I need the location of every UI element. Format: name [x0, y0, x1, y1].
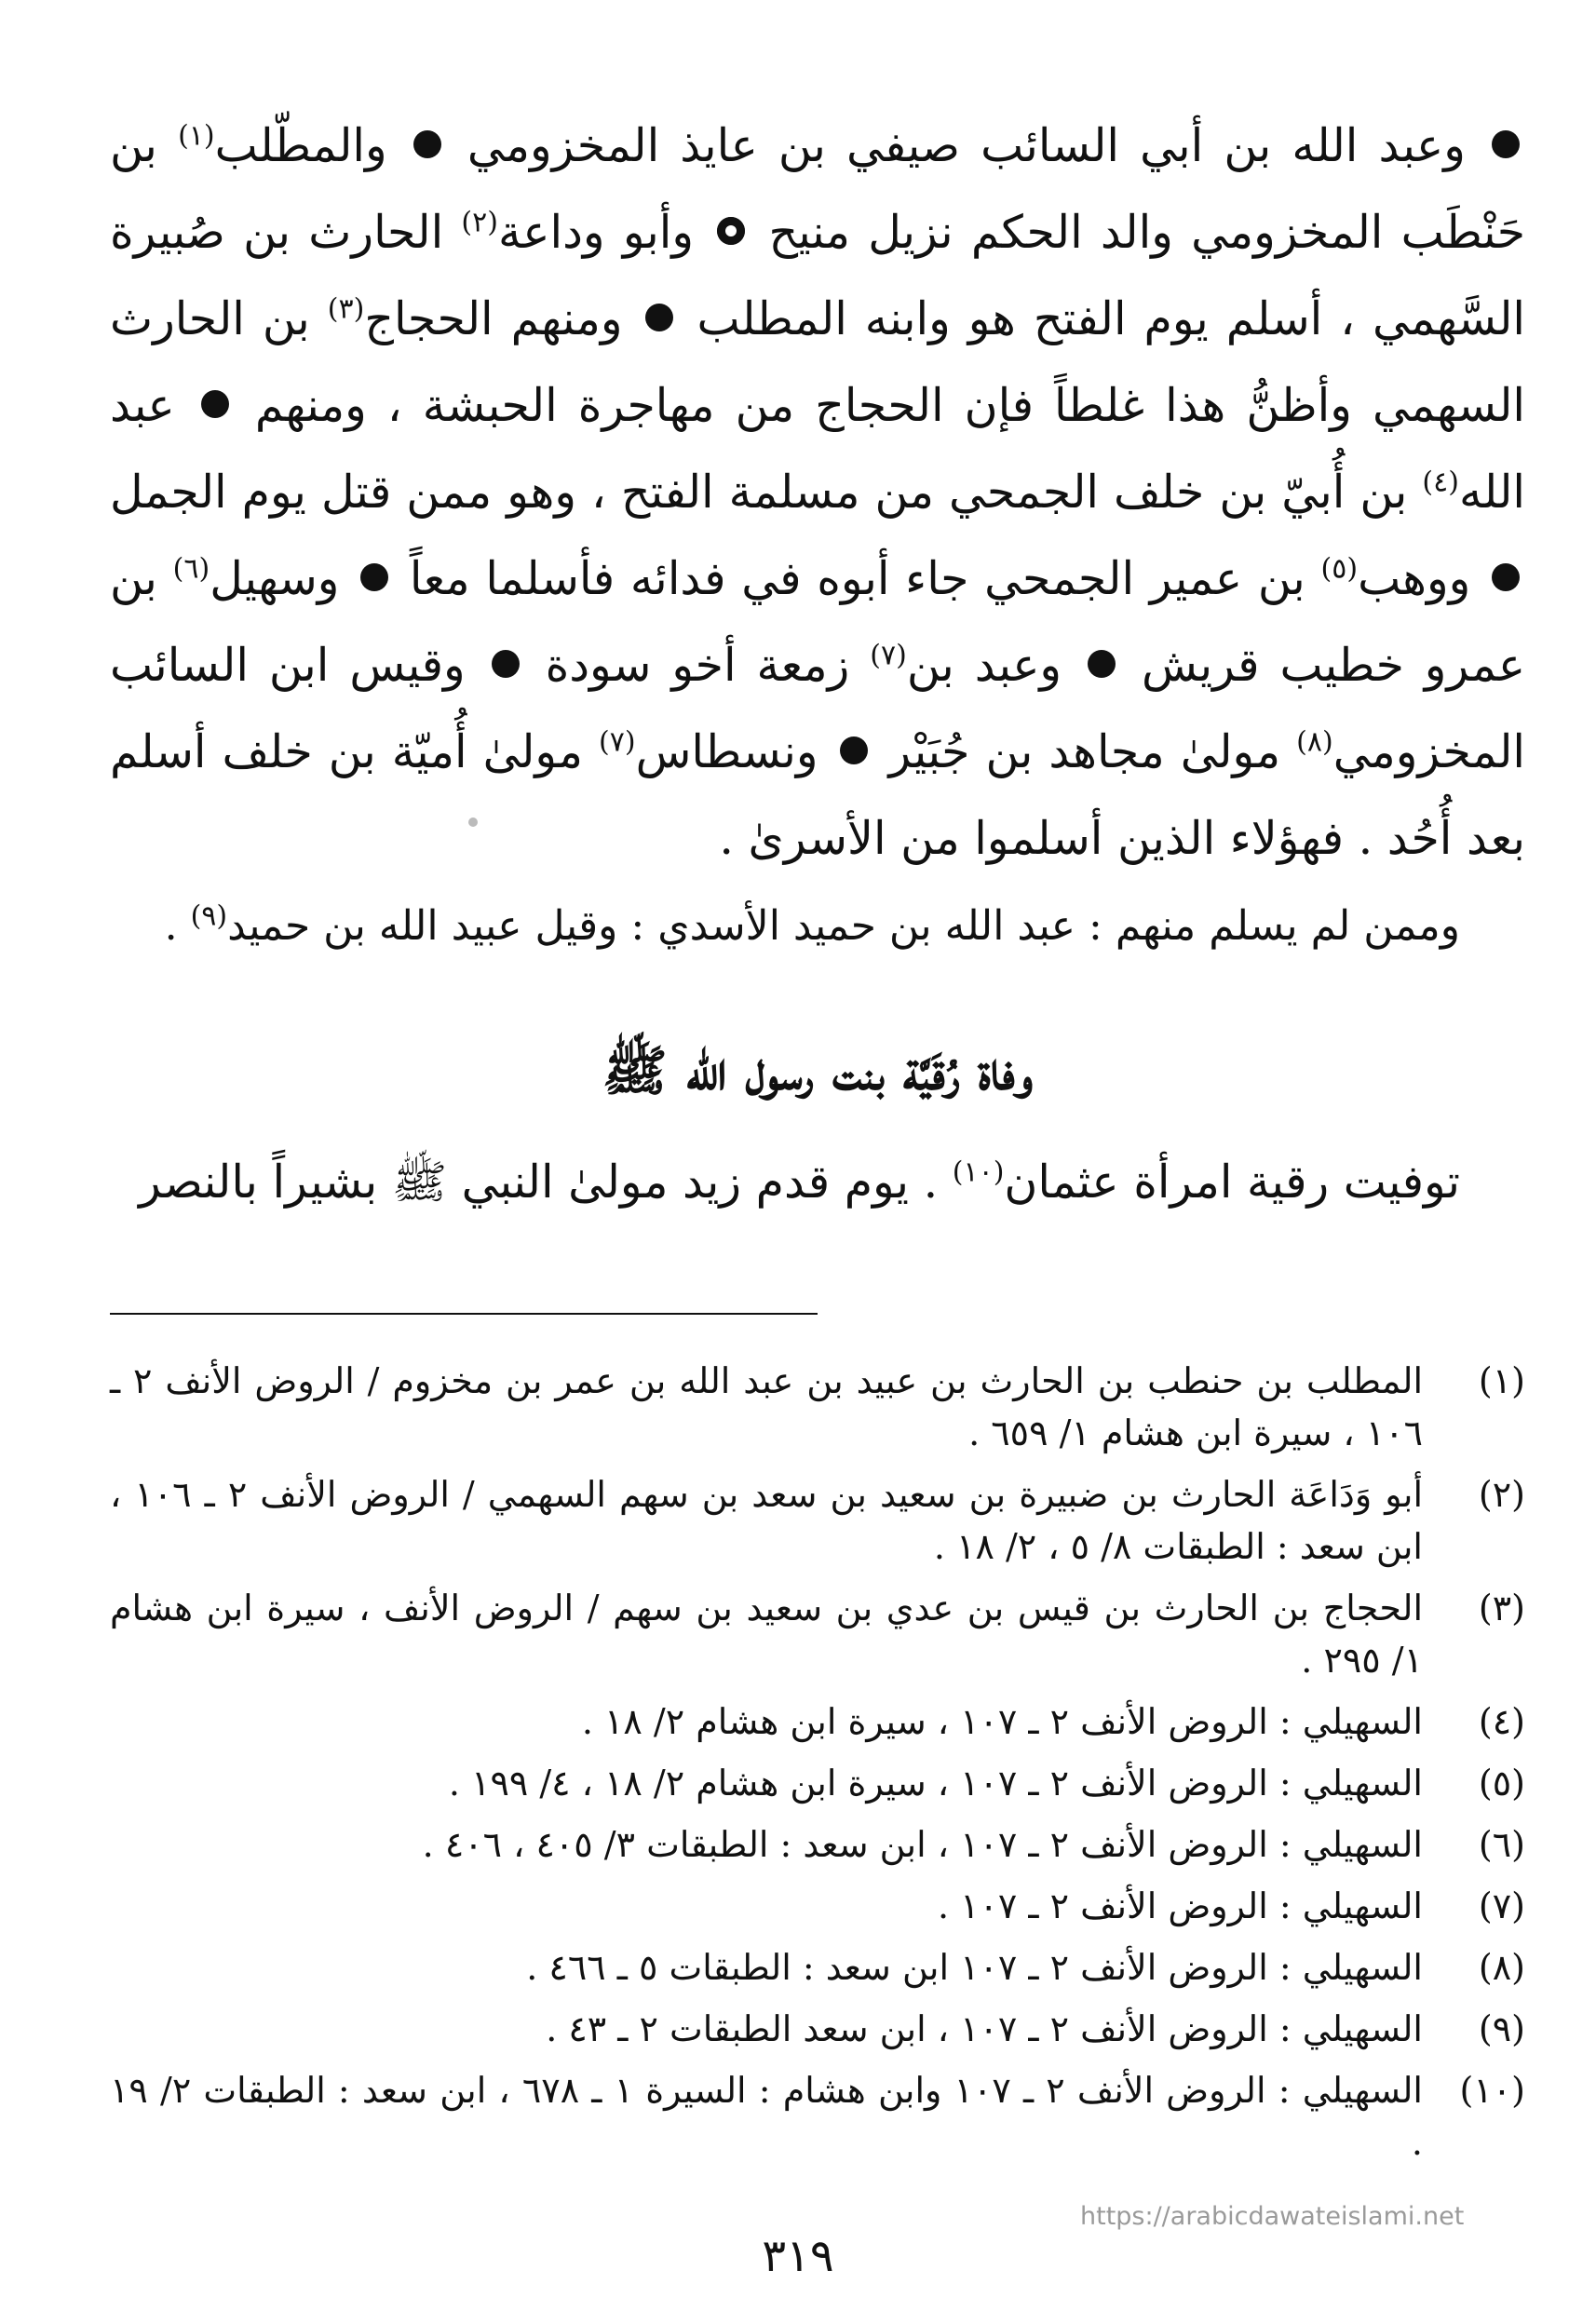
section-intro: توفيت رقية امرأة عثمان$^{(١٠)}$ . يوم قدم زيد مولىٰ النبي ﷺ بشيراً بالنصر	[139, 1155, 1460, 1209]
unconverted-captives-paragraph: وممن لم يسلم منهم : عبد الله بن حميد الأسدي : وقيل عبيد الله بن حميد$^{(٩)}$ .	[164, 899, 1460, 950]
footnote-text: السهيلي : الروض الأنف ٢ ـ ١٠٧ وابن هشام : السيرة ١ ـ ٦٧٨ ، ابن سعد : الطبقات ٢/ ١٩ .	[110, 2070, 1423, 2163]
bullet-icon	[201, 390, 229, 418]
footnote-number: (١٠)	[1459, 2070, 1525, 2111]
footnote-number: (٢)	[1478, 1474, 1525, 1515]
footnote-ref[interactable]: (٢)	[461, 206, 498, 239]
footnote-number: (٣)	[1478, 1588, 1525, 1628]
bullet-icon	[1088, 650, 1116, 678]
footnote-item	[110, 1880, 1525, 1932]
section-heading: وفاة رُقَيَّة بنت رسول الله ﷺ	[602, 1039, 1034, 1102]
footnote-ref[interactable]: (١)	[178, 119, 215, 153]
footnote-ref[interactable]: (٧)	[599, 725, 636, 759]
footnote-item	[110, 1757, 1525, 1809]
footnote-item	[110, 2003, 1525, 2055]
footnote-text: السهيلي : الروض الأنف ٢ ـ ١٠٧ ، ابن سعد : الطبقات ٣/ ٤٠٥ ، ٤٠٦ .	[422, 1824, 1423, 1865]
scan-speck	[468, 817, 478, 827]
footnote-ref[interactable]: (٧)	[870, 639, 907, 672]
footnote-number: (١)	[1478, 1360, 1525, 1401]
footnote-text: السهيلي : الروض الأنف ٢ ـ ١٠٧ ، سيرة ابن هشام ٢/ ١٨ .	[581, 1701, 1423, 1742]
footnote-item	[110, 1818, 1525, 1871]
footnote-ref[interactable]: (٥)	[1320, 552, 1359, 586]
footnote-text: السهيلي : الروض الأنف ٢ ـ ١٠٧ ابن سعد : الطبقات ٥ ـ ٤٦٦ .	[526, 1947, 1423, 1988]
bullet-icon	[492, 650, 520, 678]
page	[110, 102, 1525, 2272]
footnote-item	[110, 1468, 1525, 1573]
bullet-icon	[413, 130, 441, 158]
footnote-item	[110, 1696, 1525, 1748]
footnote-number: (٦)	[1478, 1824, 1525, 1865]
bullet-icon	[840, 736, 868, 764]
footnote-number: (٤)	[1478, 1701, 1525, 1742]
footnote-text: الحجاج بن الحارث بن قيس بن عدي بن سعيد بن سهم / الروض الأنف ، سيرة ابن هشام ١/ ٢٩٥ .	[110, 1588, 1423, 1681]
bullet-icon	[360, 563, 388, 591]
watermark-url: https://arabicdawateislami.net	[1080, 2202, 1465, 2231]
footnote-ref[interactable]: (٨)	[1296, 725, 1333, 759]
footnote-ref[interactable]: (٤)	[1422, 466, 1459, 499]
footnote-item	[110, 2064, 1525, 2169]
footnote-item	[110, 1941, 1525, 1993]
footnote-ref[interactable]: (٣)	[327, 292, 365, 326]
footnote-text: السهيلي : الروض الأنف ٢ ـ ١٠٧ ، ابن سعد الطبقات ٢ ـ ٤٣ .	[546, 2008, 1423, 2049]
bullet-icon	[645, 304, 673, 331]
bullet-icon	[717, 217, 745, 245]
footnote-text: أبو وَدَاعَة الحارث بن ضبيرة بن سعيد بن سعد بن سهم السهمي / الروض الأنف ٢ ـ ١٠٦ ، ابن سعد : الطبقات ٨/ ٥ ، ٢/ ١٨ .	[110, 1474, 1424, 1567]
footnote-number: (٨)	[1478, 1947, 1525, 1988]
footnote-text: المطلب بن حنطب بن الحارث بن عبيد بن عبد الله بن عمر بن مخزوم / الروض الأنف ٢ ـ ١٠٦ ، سيرة ابن هشام ١/ ٦٥٩ .	[110, 1360, 1423, 1453]
footnote-ref[interactable]: (٩)	[190, 899, 228, 933]
bullet-icon	[1492, 563, 1520, 591]
footnote-number: (٥)	[1478, 1763, 1525, 1804]
footnote-number: (٩)	[1478, 2008, 1525, 2049]
bullet-icon	[1492, 130, 1520, 158]
footnote-ref[interactable]: (٦)	[172, 552, 210, 586]
page-number: ٣١٩	[762, 2230, 834, 2282]
footnote-text: السهيلي : الروض الأنف ٢ ـ ١٠٧ ، سيرة ابن هشام ٢/ ١٨ ، ٤/ ١٩٩ .	[448, 1763, 1423, 1804]
main-paragraph: وعبد الله بن أبي السائب صيفي بن عايذ المخزومي والمطّلب$^{(١)}$ بن حَنْطَب المخزومي والد الحكم نزيل منيح وأبو وداعة$^{(٢)}$ الحارث بن صُبيرة السَّهمي ، أسلم يوم الفتح هو وابنه المطلب ومنهم الحجاج$^{(٣)}$ بن الحارث السهمي وأظنُّ هذا غلطاً فإن الحجاج من مهاجرة الحبشة ، ومنهم عبد الله$^{(٤)}$ بن أُبيّ بن خلف الجمحي من مسلمة الفتح ، وهو ممن قتل يوم الجمل ووهب$^{(٥)}$ بن عمير الجمحي جاء أبوه في فدائه فأسلما معاً وسهيل$^{(٦)}$ بن عمرو خطيب قريش وعبد بن$^{(٧)}$ زمعة أخو سودة وقيس ابن السائب المخزومي$^{(٨)}$ مولىٰ مجاهد بن جُبَيْر ونسطاس$^{(٧)}$ مولىٰ أُميّة بن خلف أسلم بعد أُحُد . فهؤلاء الذين أسلموا من الأسرىٰ .	[110, 119, 1526, 865]
footnote-text: السهيلي : الروض الأنف ٢ ـ ١٠٧ .	[937, 1885, 1423, 1926]
footnote-item	[110, 1582, 1525, 1686]
footnote-item	[110, 1355, 1525, 1459]
footnote-ref[interactable]: (١٠)	[952, 1155, 1005, 1189]
footnote-divider	[110, 1313, 818, 1315]
footnote-number: (٧)	[1478, 1885, 1525, 1926]
footnotes	[110, 1355, 1525, 2178]
